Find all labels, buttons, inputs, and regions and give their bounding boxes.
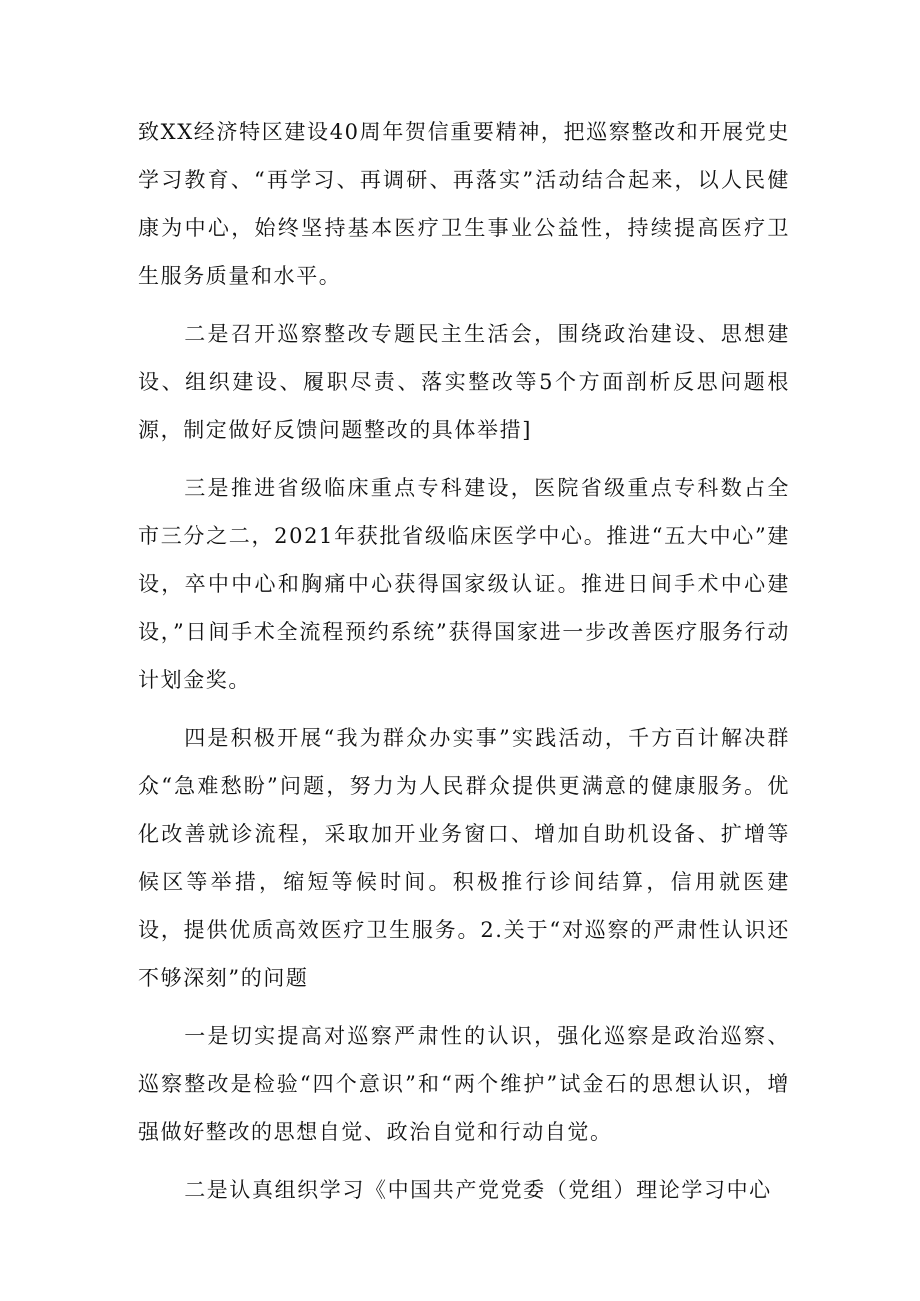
- paragraph-4: 四是积极开展“我为群众办实事”实践活动，千方百计解决群众“急难愁盼”问题，努力为人民群众提供更满意的健康服务。优化改善就诊流程，采取加开业务窗口、增加自助机设备、扩增等候区等举措，缩短等候时间。积极推行诊间结算，信用就医建设，提供优质高效医疗卫生服务。2.关于“对巡察的严肃性认识还不够深刻”的问题: [138, 726, 790, 990]
- document-body: [138, 108, 790, 1224]
- paragraph-6: 二是认真组织学习《中国共产党党委（党组）理论学习中心: [184, 1178, 772, 1202]
- paragraph-1: 致XX经济特区建设40周年贺信重要精神，把巡察整改和开展党史学习教育、“再学习、再调研、再落实”活动结合起来，以人民健康为中心，始终坚持基本医疗卫生事业公益性，持续提高医疗卫生服务质量和水平。: [138, 120, 790, 288]
- paragraph-5: 一是切实提高对巡察严肃性的认识，强化巡察是政治巡察、巡察整改是检验“四个意识”和“两个维护”试金石的思想认识，增强做好整改的思想自觉、政治自觉和行动自觉。: [138, 1024, 790, 1144]
- paragraph-2: 二是召开巡察整改专题民主生活会，围绕政治建设、思想建设、组织建设、履职尽责、落实整改等5个方面剖析反思问题根源，制定做好反馈问题整改的具体举措]: [138, 322, 790, 442]
- paragraph-3: 三是推进省级临床重点专科建设，医院省级重点专科数占全市三分之二，2021年获批省级临床医学中心。推进“五大中心”建设，卒中中心和胸痛中心获得国家级认证。推进日间手术中心建设，”日间手术全流程预约系统”获得国家进一步改善医疗服务行动计划金奖。: [138, 476, 790, 692]
